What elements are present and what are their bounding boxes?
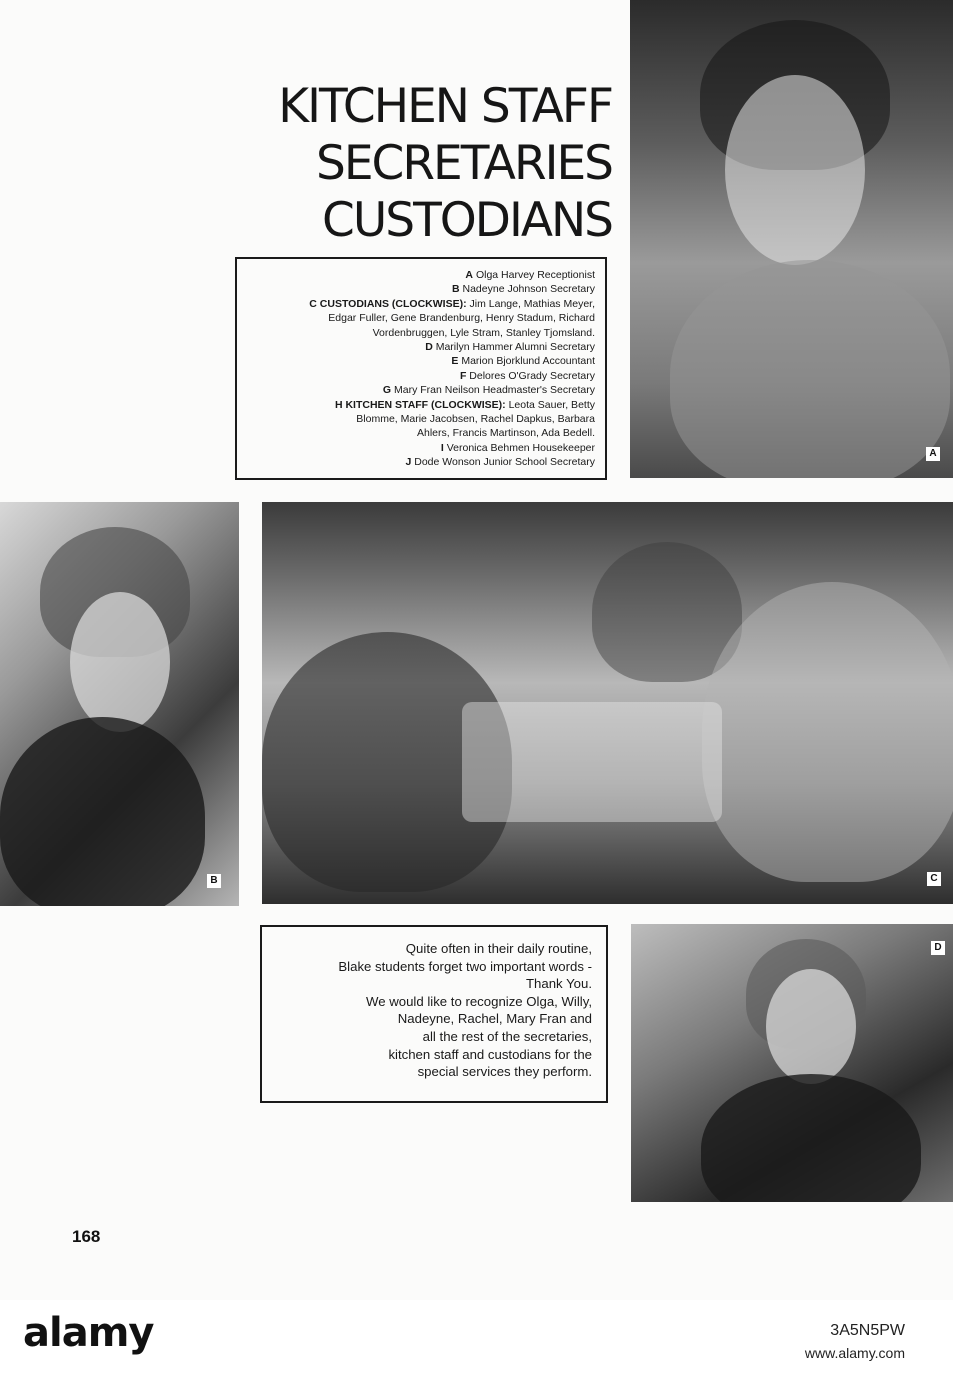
- table-shape: [462, 702, 722, 822]
- thanks-line: Thank You.: [526, 976, 592, 992]
- caption-line: J Dode Wonson Junior School Secretary: [405, 456, 595, 469]
- title-line-kitchen-staff: KITCHEN STAFF: [278, 79, 612, 134]
- photo-a-receptionist: [630, 0, 953, 478]
- caption-line: H KITCHEN STAFF (CLOCKWISE): Leota Sauer, Betty: [334, 398, 595, 411]
- photo-b-secretary: [0, 502, 239, 906]
- caption-line: F Delores O'Grady Secretary: [459, 369, 595, 382]
- caption-line: C CUSTODIANS (CLOCKWISE): Jim Lange, Mathias Meyer,: [309, 297, 595, 310]
- caption-line: Vordenbruggen, Lyle Stram, Stanley Tjomsland.: [372, 326, 595, 339]
- sweater-shape: [670, 260, 950, 478]
- thanks-line: We would like to recognize Olga, Willy,: [366, 993, 592, 1009]
- photo-c-custodians: [262, 502, 953, 904]
- photo-tag-c: C: [927, 872, 941, 886]
- caption-line: I Veronica Behmen Housekeeper: [440, 441, 595, 454]
- caption-line: A Olga Harvey Receptionist: [465, 269, 595, 281]
- thanks-line: Quite often in their daily routine,: [405, 941, 592, 956]
- photo-tag-d: D: [931, 941, 945, 955]
- caption-line: Blomme, Marie Jacobsen, Rachel Dapkus, Barbara: [356, 413, 595, 426]
- caption-line: G Mary Fran Neilson Headmaster's Secretary: [382, 384, 595, 397]
- caption-line: D Marilyn Hammer Alumni Secretary: [425, 341, 595, 354]
- blouse-shape: [701, 1074, 921, 1202]
- photo-tag-a: A: [926, 447, 940, 461]
- face-shape: [725, 75, 865, 265]
- page-number: 168: [72, 1227, 101, 1246]
- thank-you-box: [260, 925, 608, 1103]
- caption-line: E Marion Bjorklund Accountant: [451, 355, 595, 368]
- photo-d-alumni-secretary: [631, 924, 953, 1202]
- group-right-shape: [702, 582, 953, 882]
- face-shape: [766, 969, 856, 1084]
- image-id: 3A5N5PW: [830, 1322, 905, 1339]
- title-line-custodians: CUSTODIANS: [322, 193, 612, 248]
- thanks-line: Nadeyne, Rachel, Mary Fran and: [397, 1011, 592, 1027]
- caption-line: B Nadeyne Johnson Secretary: [451, 283, 595, 296]
- alamy-logo: alamy: [23, 1310, 154, 1356]
- thanks-line: special services they perform.: [417, 1064, 592, 1080]
- vest-shape: [0, 717, 205, 906]
- photo-tag-b: B: [207, 874, 221, 888]
- thanks-line: Blake students forget two important words -: [338, 958, 592, 974]
- photo-caption-box: [235, 257, 607, 480]
- thanks-line: kitchen staff and custodians for the: [388, 1046, 592, 1062]
- site-url: www.alamy.com: [804, 1345, 905, 1361]
- thanks-line: all the rest of the secretaries,: [422, 1028, 592, 1044]
- title-line-secretaries: SECRETARIES: [316, 136, 612, 191]
- page-title: [240, 78, 612, 249]
- face-shape: [70, 592, 170, 732]
- caption-line: Edgar Fuller, Gene Brandenburg, Henry Stadum, Richard: [328, 312, 595, 325]
- caption-line: Ahlers, Francis Martinson, Ada Bedell.: [417, 427, 595, 440]
